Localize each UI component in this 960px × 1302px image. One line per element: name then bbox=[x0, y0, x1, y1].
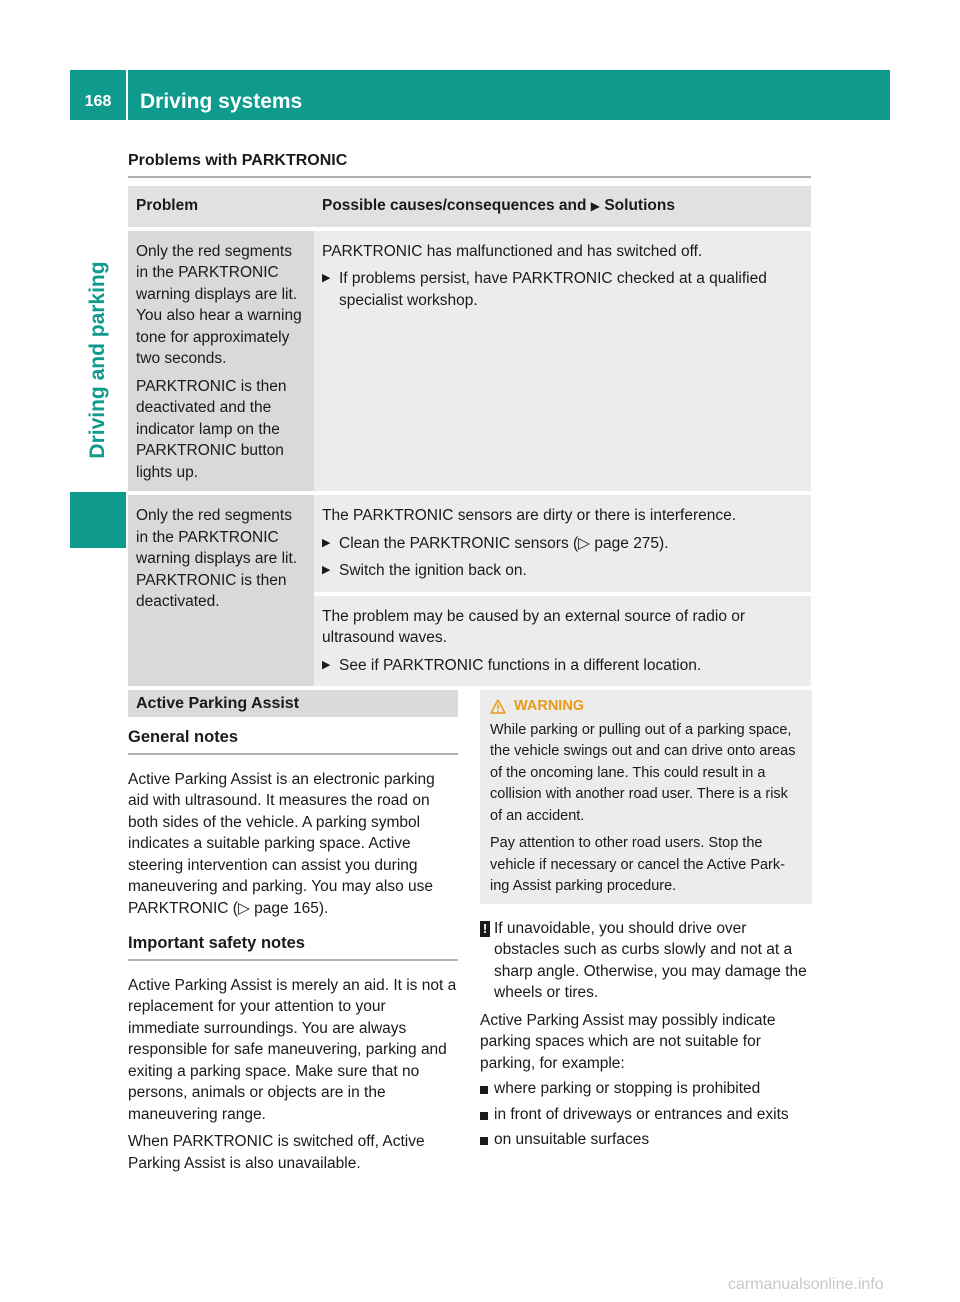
general-notes-heading: General notes bbox=[128, 727, 458, 755]
header-divider bbox=[126, 70, 128, 120]
list-item: in front of driveways or entrances and exits bbox=[480, 1104, 812, 1126]
problem-cell: Only the red segments in the PARKTRONIC warning displays are lit. You also hear a warning tone for approximately two seconds. PARKTRONIC is then deactivated and the indicator lamp on the PARKTRONIC button lights up. bbox=[128, 227, 314, 492]
warning-text: While parking or pulling out of a parking space, the vehicle swings out and can drive onto areas of the oncoming lane. This could result in a collision with another road user. There is a risk of an accident. bbox=[490, 721, 796, 824]
list-item: where parking or stopping is prohibited bbox=[480, 1078, 812, 1100]
right-column bbox=[480, 690, 812, 1151]
table-header-row bbox=[128, 186, 811, 227]
problems-title-rule bbox=[128, 176, 811, 178]
problems-title: Problems with PARKTRONIC bbox=[128, 152, 348, 169]
general-notes-text: Active Parking Assist is an electronic parking aid with ultrasound. It measures the road on both sides of the vehicle. A parking symbol indicates a suitable parking space. Active steering intervention can assist you during maneuvering and parking. You may also use PARKTRONIC (▷ page 165). bbox=[128, 770, 435, 917]
watermark: carmanualsonline.info bbox=[728, 1276, 884, 1293]
safety-notes-heading: Important safety notes bbox=[128, 933, 458, 961]
solution-cell: The problem may be caused by an external source of radio or ultrasound waves. ▶ See if PARKTRONIC functions in a different location. bbox=[314, 592, 811, 687]
action-step: ▶ Switch the ignition back on. bbox=[322, 560, 803, 582]
solution-cell: The PARKTRONIC sensors are dirty or there is interference. ▶ Clean the PARKTRONIC sensors (▷ page 275). ▶ Switch the ignition back on. bbox=[314, 491, 811, 592]
column-header-solutions: Possible causes/consequences and ▶ Solutions bbox=[314, 186, 811, 227]
side-tab-marker bbox=[70, 492, 126, 548]
unsuitable-spaces-list bbox=[480, 1078, 812, 1151]
list-item: on unsuitable surfaces bbox=[480, 1129, 812, 1151]
warning-title: WARNING bbox=[490, 696, 802, 718]
action-step: ▶ See if PARKTRONIC functions in a different location. bbox=[322, 655, 803, 677]
action-step: ▶ Clean the PARKTRONIC sensors (▷ page 275). bbox=[322, 533, 803, 555]
indicate-text: Active Parking Assist may possibly indicate parking spaces which are not suitable for parking, for example: bbox=[480, 1011, 776, 1072]
side-tab-label: Driving and parking bbox=[86, 261, 109, 459]
solution-cell: PARKTRONIC has malfunctioned and has switched off. ▶ If problems persist, have PARKTRONIC checked at a qualified specialist workshop. bbox=[314, 227, 811, 492]
problems-table bbox=[128, 186, 811, 686]
problem-cell: Only the red segments in the PARKTRONIC warning displays are lit. PARKTRONIC is then deactivated. bbox=[128, 491, 314, 686]
warning-triangle-icon bbox=[490, 699, 506, 714]
exclamation-icon: ! bbox=[480, 921, 490, 937]
table-row bbox=[128, 227, 811, 492]
arrow-right-icon: ▶ bbox=[590, 199, 601, 213]
table-row bbox=[128, 491, 811, 592]
left-column bbox=[128, 690, 458, 1174]
damage-note: ! If unavoidable, you should drive over obstacles such as curbs slowly and not at a sharp angle. Otherwise, you may damage the wheels or tires. bbox=[480, 918, 812, 1004]
safety-notes-text: Active Parking Assist is merely an aid. It is not a replacement for your attention to your immediate surroundings. You are always responsible for safe maneuvering, parking and exiting a parking space. Make sure that no persons, animals or objects are in the maneuvering range. bbox=[128, 976, 457, 1123]
safety-notes-text-2: When PARKTRONIC is switched off, Active Parking Assist is also unavailable. bbox=[128, 1133, 425, 1172]
warning-box bbox=[480, 690, 812, 904]
column-header-problem: Problem bbox=[128, 186, 314, 227]
warning-text-2: Pay attention to other road users. Stop the vehicle if necessary or cancel the Active Park- ing Assist parking procedure. bbox=[490, 835, 785, 894]
section-title: Driving systems bbox=[140, 90, 303, 113]
active-parking-heading: Active Parking Assist bbox=[128, 690, 458, 717]
action-step: ▶ If problems persist, have PARKTRONIC checked at a qualified specialist workshop. bbox=[322, 268, 803, 311]
page-number: 168 bbox=[84, 93, 112, 110]
